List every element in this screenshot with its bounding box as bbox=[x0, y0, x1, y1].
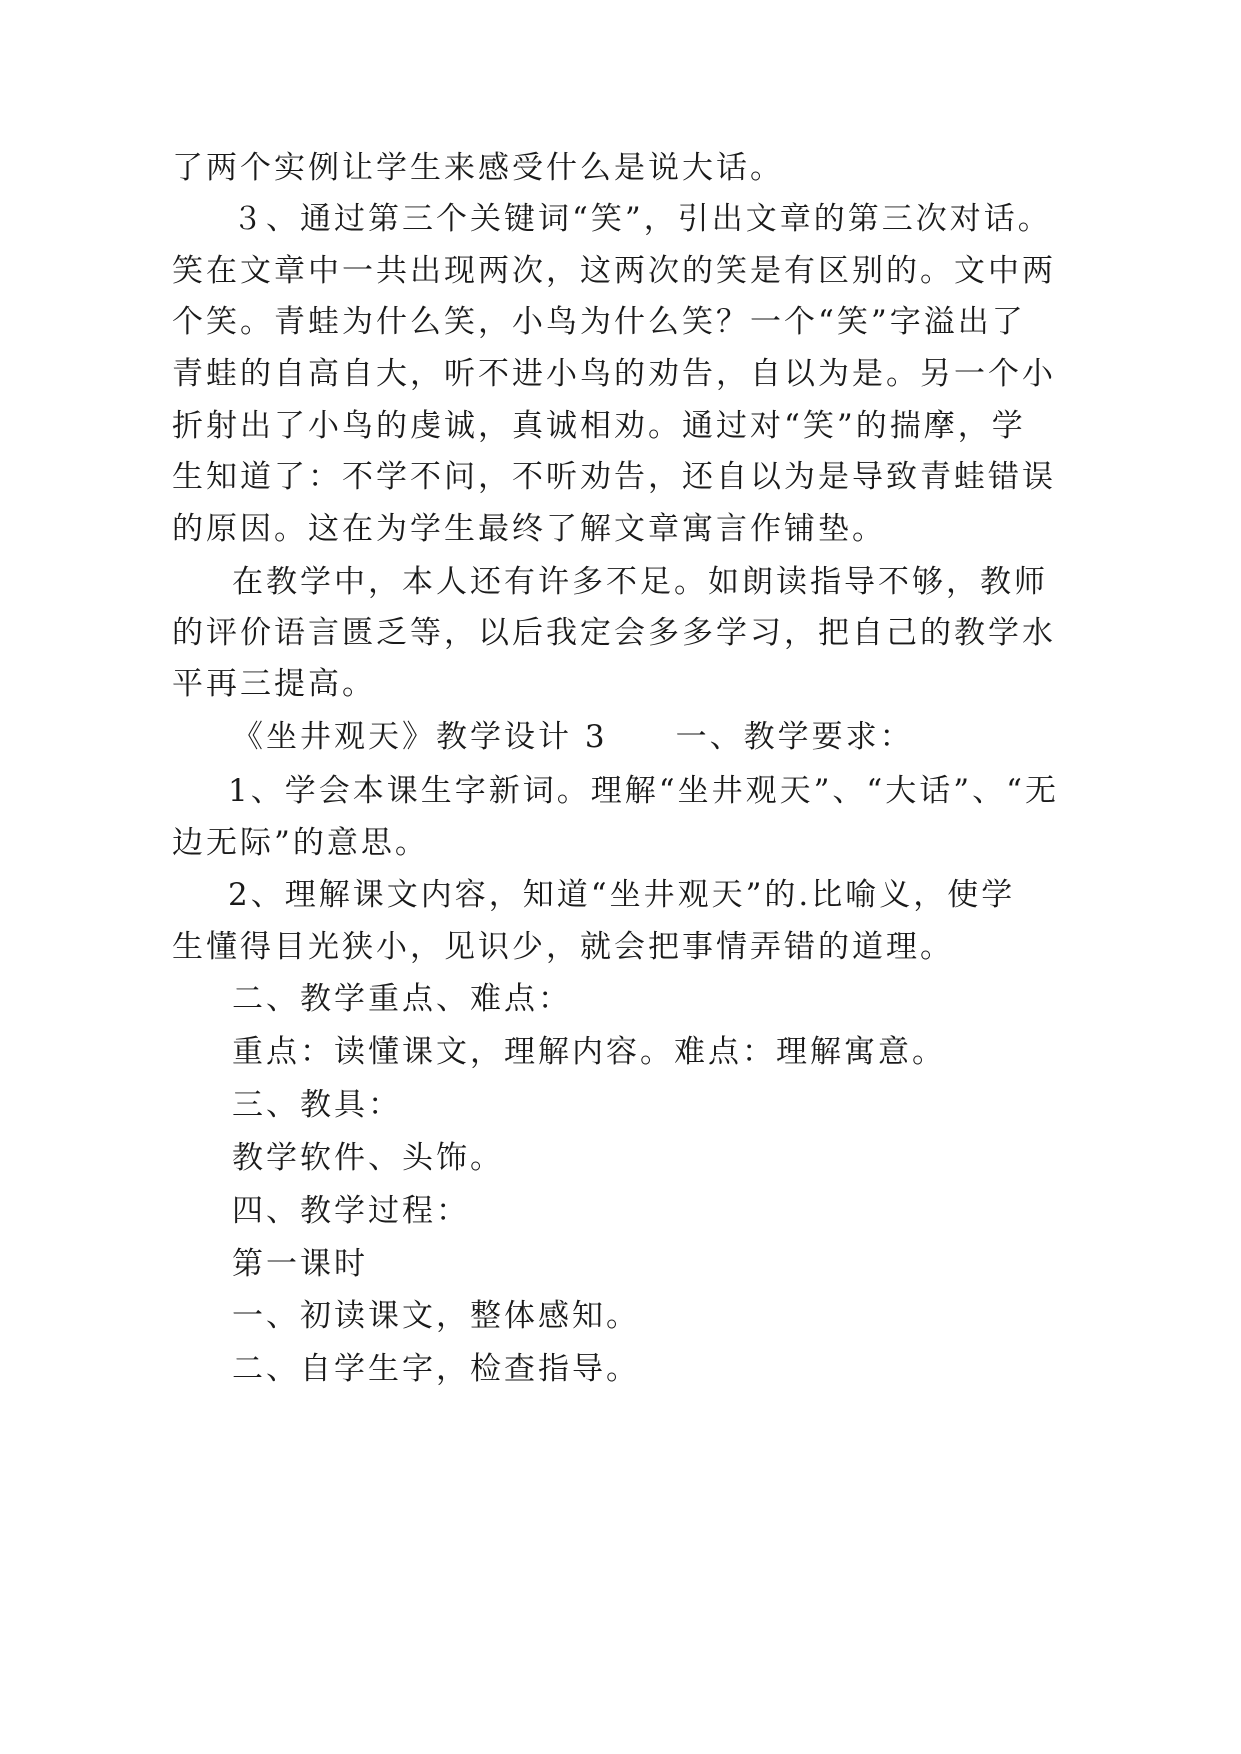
text-line: 的评价语言匮乏等，以后我定会多多学习，把自己的教学水 bbox=[172, 615, 1056, 651]
text-line: 折射出了小鸟的虔诚，真诚相劝。通过对“笑”的揣摩，学 bbox=[172, 408, 1026, 444]
text-line: 二、自学生字，检查指导。 bbox=[232, 1351, 640, 1387]
text-line: 边无际”的意思。 bbox=[172, 825, 429, 861]
text-line: 在教学中，本人还有许多不足。如朗读指导不够，教师 bbox=[232, 564, 1048, 600]
text-line: 平再三提高。 bbox=[172, 666, 376, 702]
text-line: 1、学会本课生字新词。理解“坐井观天”、“大话”、“无 bbox=[228, 773, 1059, 809]
text-line: 一、初读课文，整体感知。 bbox=[232, 1298, 640, 1334]
text-line: 重点：读懂课文，理解内容。难点：理解寓意。 bbox=[232, 1034, 946, 1070]
text-line: 二、教学重点、难点： bbox=[232, 981, 572, 1017]
text-line: 青蛙的自高自大，听不进小鸟的劝告，自以为是。另一个小 bbox=[172, 356, 1056, 392]
text-line: 教学软件、头饰。 bbox=[232, 1140, 504, 1176]
text-line: 生懂得目光狭小，见识少，就会把事情弄错的道理。 bbox=[172, 929, 954, 965]
text-line: 个笑。青蛙为什么笑，小鸟为什么笑？一个“笑”字溢出了 bbox=[172, 304, 1026, 340]
text-line: 三、教具： bbox=[232, 1087, 402, 1123]
text-line: ３、通过第三个关键词“笑”，引出文章的第三次对话。 bbox=[232, 201, 1052, 237]
text-line: 第一课时 bbox=[232, 1246, 368, 1282]
text-line: 的原因。这在为学生最终了解文章寓言作铺垫。 bbox=[172, 511, 886, 547]
text-line: 四、教学过程： bbox=[232, 1193, 470, 1229]
text-line: 笑在文章中一共出现两次，这两次的笑是有区别的。文中两 bbox=[172, 253, 1056, 289]
text-line: 生知道了：不学不问，不听劝告，还自以为是导致青蛙错误 bbox=[172, 459, 1056, 495]
text-line: 了两个实例让学生来感受什么是说大话。 bbox=[172, 150, 784, 186]
text-line: 2、理解课文内容，知道“坐井观天”的.比喻义，使学 bbox=[228, 877, 1016, 913]
section-title: 《坐井观天》教学设计 3 一、教学要求： bbox=[232, 719, 914, 755]
